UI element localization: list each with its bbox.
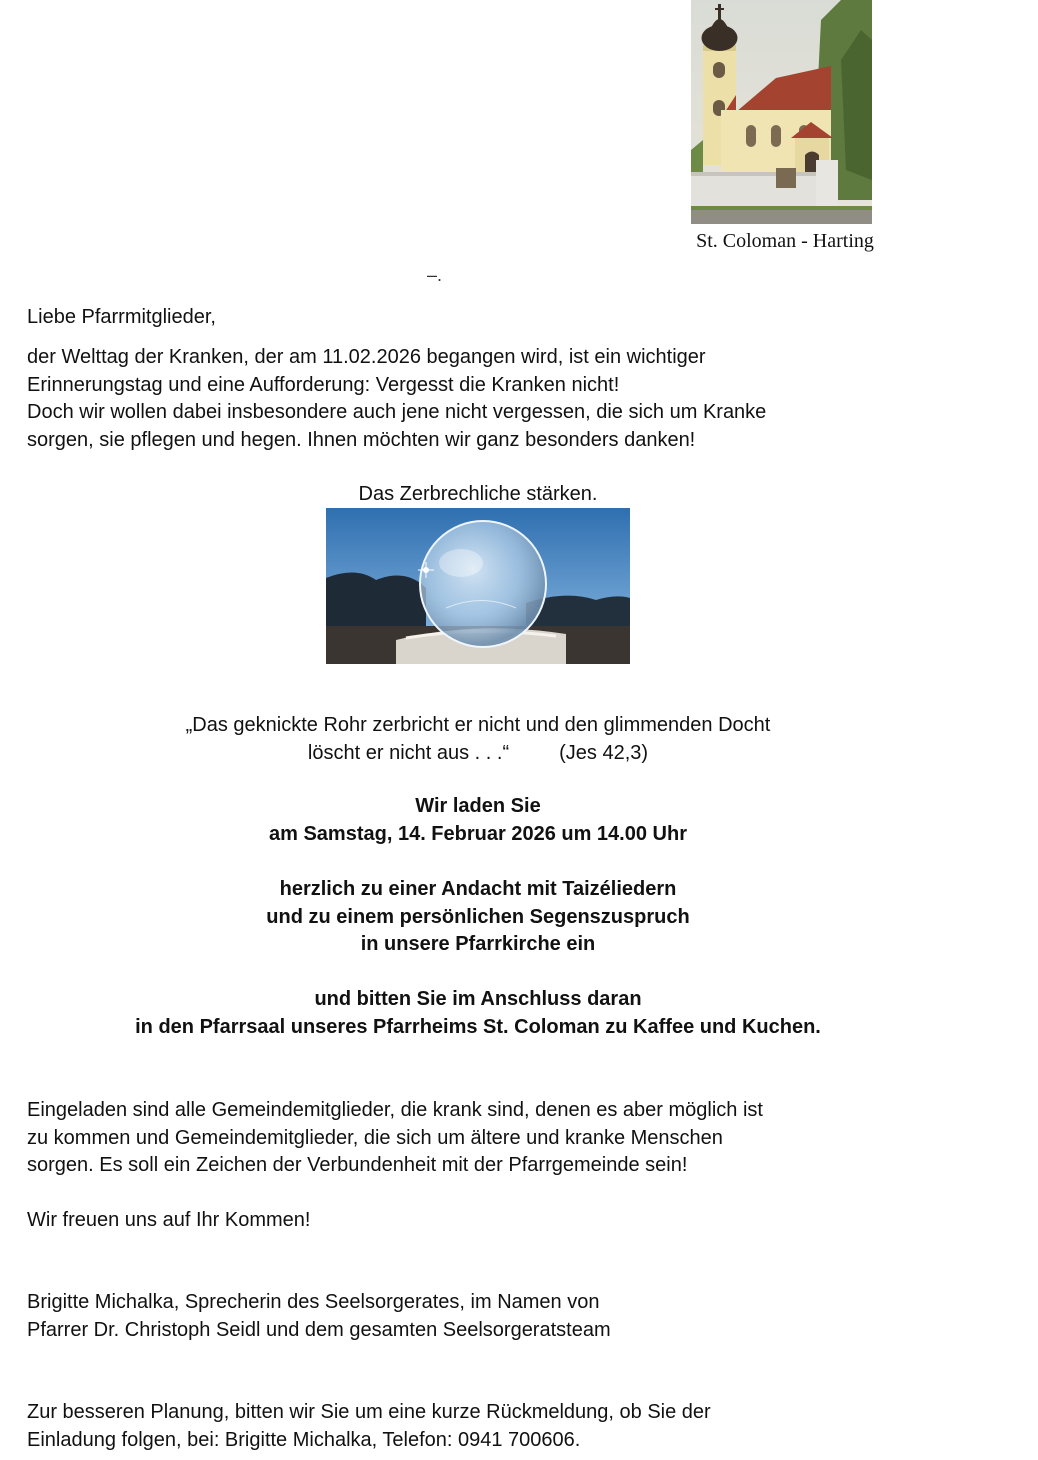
invitation-line: in unsere Pfarrkirche ein (360, 933, 596, 955)
signature-block (27, 1289, 987, 1344)
invitation-line: Wir laden Sie (415, 795, 541, 817)
invitation-line: und zu einem persönlichen Segenszuspruch (266, 905, 690, 928)
salutation: Liebe Pfarrmitglieder, (27, 306, 216, 328)
intro-paragraph (27, 344, 987, 454)
rsvp-line: Einladung folgen, bei: Brigitte Michalka, Telefon: 0941 700606. (27, 1428, 581, 1451)
signature-line: Brigitte Michalka, Sprecherin des Seelsorgerates, im Namen von (27, 1291, 600, 1313)
invitation-line: herzlich zu einer Andacht mit Taizéliedern (279, 878, 677, 900)
signature-line: Pfarrer Dr. Christoph Seidl und dem gesamten Seelsorgeratsteam (27, 1318, 611, 1341)
invited-line: Eingeladen sind alle Gemeindemitglieder, die krank sind, denen es aber möglich ist (27, 1099, 763, 1121)
invitation-line: und bitten Sie im Anschluss daran (314, 988, 642, 1010)
church-caption: St. Coloman - Harting (696, 230, 874, 252)
rsvp-paragraph (27, 1399, 987, 1454)
intro-line: sorgen, sie pflegen und hegen. Ihnen möchten wir ganz besonders danken! (27, 428, 696, 451)
stray-mark: –. (427, 265, 443, 285)
quote-line-2-text: löscht er nicht aus . . .“ (307, 741, 510, 764)
invited-paragraph (27, 1097, 987, 1180)
invited-line: zu kommen und Gemeindemitglieder, die sich um ältere und kranke Menschen (27, 1126, 723, 1149)
invitation-event-block (0, 876, 956, 959)
church-photo (691, 0, 872, 224)
church-illustration (691, 0, 872, 224)
frozen-bubble-illustration (326, 508, 630, 664)
quote-reference: (Jes 42,3) (559, 741, 649, 764)
invitation-cafe-block (0, 986, 956, 1041)
invitation-date-block (0, 793, 956, 848)
invited-line: sorgen. Es soll ein Zeichen der Verbundenheit mit der Pfarrgemeinde sein! (27, 1154, 688, 1176)
intro-line: Erinnerungstag und eine Aufforderung: Vergesst die Kranken nicht! (27, 373, 620, 396)
image-title: Das Zerbrechliche stärken. (358, 483, 598, 505)
invitation-line: am Samstag, 14. Februar 2026 um 14.00 Uhr (269, 822, 687, 845)
quote-line-1: „Das geknickte Rohr zerbricht er nicht und den glimmenden Docht (185, 714, 771, 736)
frozen-bubble-photo (326, 508, 630, 664)
closing-line: Wir freuen uns auf Ihr Kommen! (27, 1209, 311, 1231)
quote-line-2 (50, 740, 906, 768)
rsvp-line: Zur besseren Planung, bitten wir Sie um eine kurze Rückmeldung, ob Sie der (27, 1401, 711, 1423)
intro-line: der Welttag der Kranken, der am 11.02.2026 begangen wird, ist ein wichtiger (27, 346, 706, 368)
intro-line: Doch wir wollen dabei insbesondere auch jene nicht vergessen, die sich um Kranke (27, 401, 767, 423)
scripture-quote (50, 712, 906, 767)
invitation-line: in den Pfarrsaal unseres Pfarrheims St. Coloman zu Kaffee und Kuchen. (135, 1015, 821, 1038)
